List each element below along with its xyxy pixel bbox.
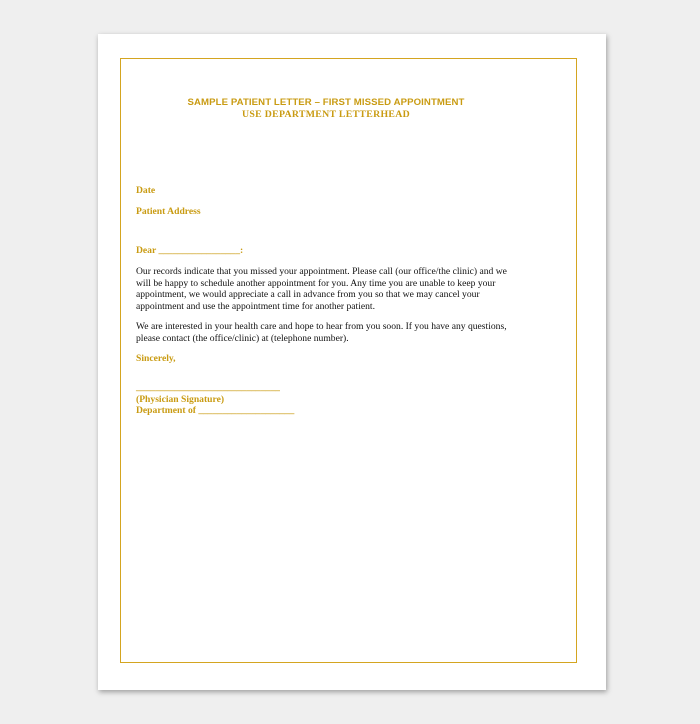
- closing: Sincerely,: [136, 353, 176, 364]
- salutation: Dear _________________:: [136, 245, 244, 256]
- patient-address-label: Patient Address: [136, 206, 201, 217]
- date-label: Date: [136, 185, 156, 196]
- signature-line: ______________________________: [136, 382, 280, 393]
- paragraph-missed-appointment: Our records indicate that you missed your appointment. Please call (our office/the clinic) and we will be happy to schedule another appointment for you. Any time you are unable to keep your appointment, we would appreciate a call in advance from you so that we may cancel your appointment and use the appointment time for another patient.: [136, 266, 507, 312]
- document-page: [98, 34, 606, 690]
- paragraph-contact: We are interested in your health care and hope to hear from you soon. If you have any questions, please contact (the office/clinic) at (telephone number).: [136, 321, 507, 344]
- page-border-frame: [120, 58, 577, 663]
- letter-title: SAMPLE PATIENT LETTER – FIRST MISSED APPOINTMENT: [187, 97, 465, 108]
- physician-signature-label: (Physician Signature): [136, 394, 225, 405]
- letter-subtitle: USE DEPARTMENT LETTERHEAD: [242, 109, 410, 120]
- department-line: Department of ____________________: [136, 405, 295, 416]
